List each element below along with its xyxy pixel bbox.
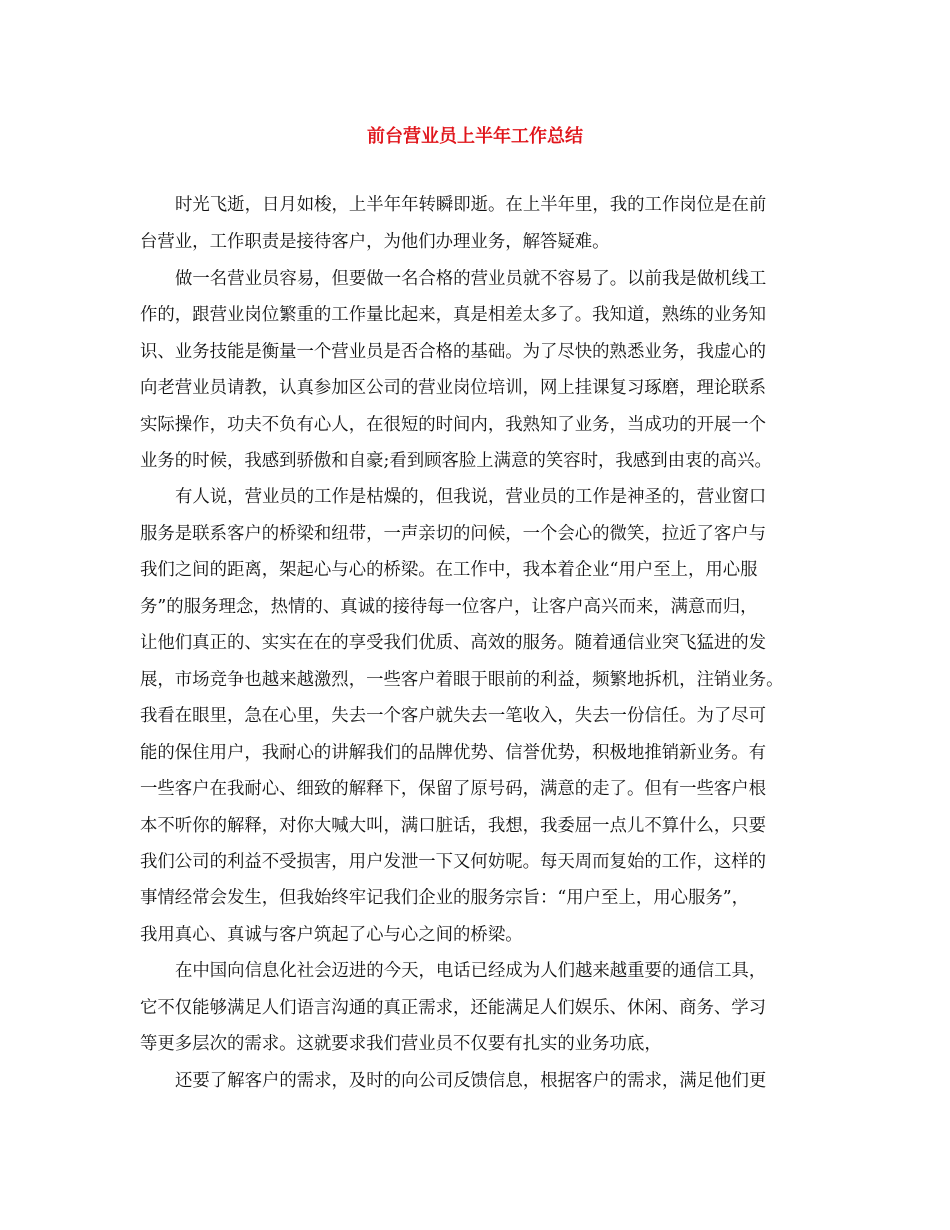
body-line: 让他们真正的、实实在在的享受我们优质、高效的服务。随着通信业突飞猛进的发 (140, 633, 767, 653)
body-line: 台营业，工作职责是接待客户，为他们办理业务，解答疑难。 (140, 232, 610, 252)
body-line: 还要了解客户的需求，及时的向公司反馈信息，根据客户的需求，满足他们更 (175, 1071, 767, 1091)
body-line: 时光飞逝，日月如梭，上半年年转瞬即逝。在上半年里，我的工作岗位是在前 (175, 195, 767, 215)
body-line: 它不仅能够满足人们语言沟通的真正需求，还能满足人们娱乐、休闲、商务、学习 (140, 998, 767, 1018)
body-line: 务”的服务理念，热情的、真诚的接待每一位客户，让客户高兴而来，满意而归， (140, 597, 758, 617)
body-line: 一些客户在我耐心、细致的解释下，保留了原号码，满意的走了。但有一些客户根 (140, 779, 767, 799)
body-line: 能的保住用户，我耐心的讲解我们的品牌优势、信誉优势，积极地推销新业务。有 (140, 743, 767, 763)
body-line: 等更多层次的需求。这就要求我们营业员不仅要有扎实的业务功底， (140, 1034, 662, 1054)
body-line: 作的，跟营业岗位繁重的工作量比起来，真是相差太多了。我知道，熟练的业务知 (140, 305, 767, 325)
body-line: 有人说，营业员的工作是枯燥的，但我说，营业员的工作是神圣的，营业窗口 (175, 487, 767, 507)
body-line: 我们公司的利益不受损害，用户发泄一下又何妨呢。每天周而复始的工作，这样的 (140, 852, 767, 872)
body-line: 向老营业员请教，认真参加区公司的营业岗位培训，网上挂课复习琢磨，理论联系 (140, 378, 767, 398)
body-line: 我们之间的距离，架起心与心的桥梁。在工作中，我本着企业“用户至上，用心服 (140, 560, 758, 580)
body-line: 业务的时候，我感到骄傲和自豪;看到顾客脸上满意的笑容时，我感到由衷的高兴。 (140, 451, 772, 471)
body-line: 服务是联系客户的桥梁和纽带，一声亲切的问候，一个会心的微笑，拉近了客户与 (140, 524, 767, 544)
document-title: 前台营业员上半年工作总结 (367, 126, 583, 147)
body-line: 我看在眼里，急在心里，失去一个客户就失去一笔收入，失去一份信任。为了尽可 (140, 706, 767, 726)
body-line: 在中国向信息化社会迈进的今天，电话已经成为人们越来越重要的通信工具， (175, 961, 767, 981)
body-line: 我用真心、真诚与客户筑起了心与心之间的桥梁。 (140, 925, 523, 945)
body-line: 展，市场竞争也越来越激烈，一些客户着眼于眼前的利益，频繁地拆机，注销业务。 (140, 670, 784, 690)
body-line: 事情经常会发生，但我始终牢记我们企业的服务宗旨：“用户至上，用心服务”， (140, 888, 750, 908)
body-line: 做一名营业员容易，但要做一名合格的营业员就不容易了。以前我是做机线工 (175, 269, 767, 289)
body-line: 实际操作，功夫不负有心人，在很短的时间内，我熟知了业务，当成功的开展一个 (140, 415, 767, 435)
body-line: 识、业务技能是衡量一个营业员是否合格的基础。为了尽快的熟悉业务，我虚心的 (140, 342, 767, 362)
body-line: 本不听你的解释，对你大喊大叫，满口脏话，我想，我委屈一点儿不算什么，只要 (140, 816, 767, 836)
